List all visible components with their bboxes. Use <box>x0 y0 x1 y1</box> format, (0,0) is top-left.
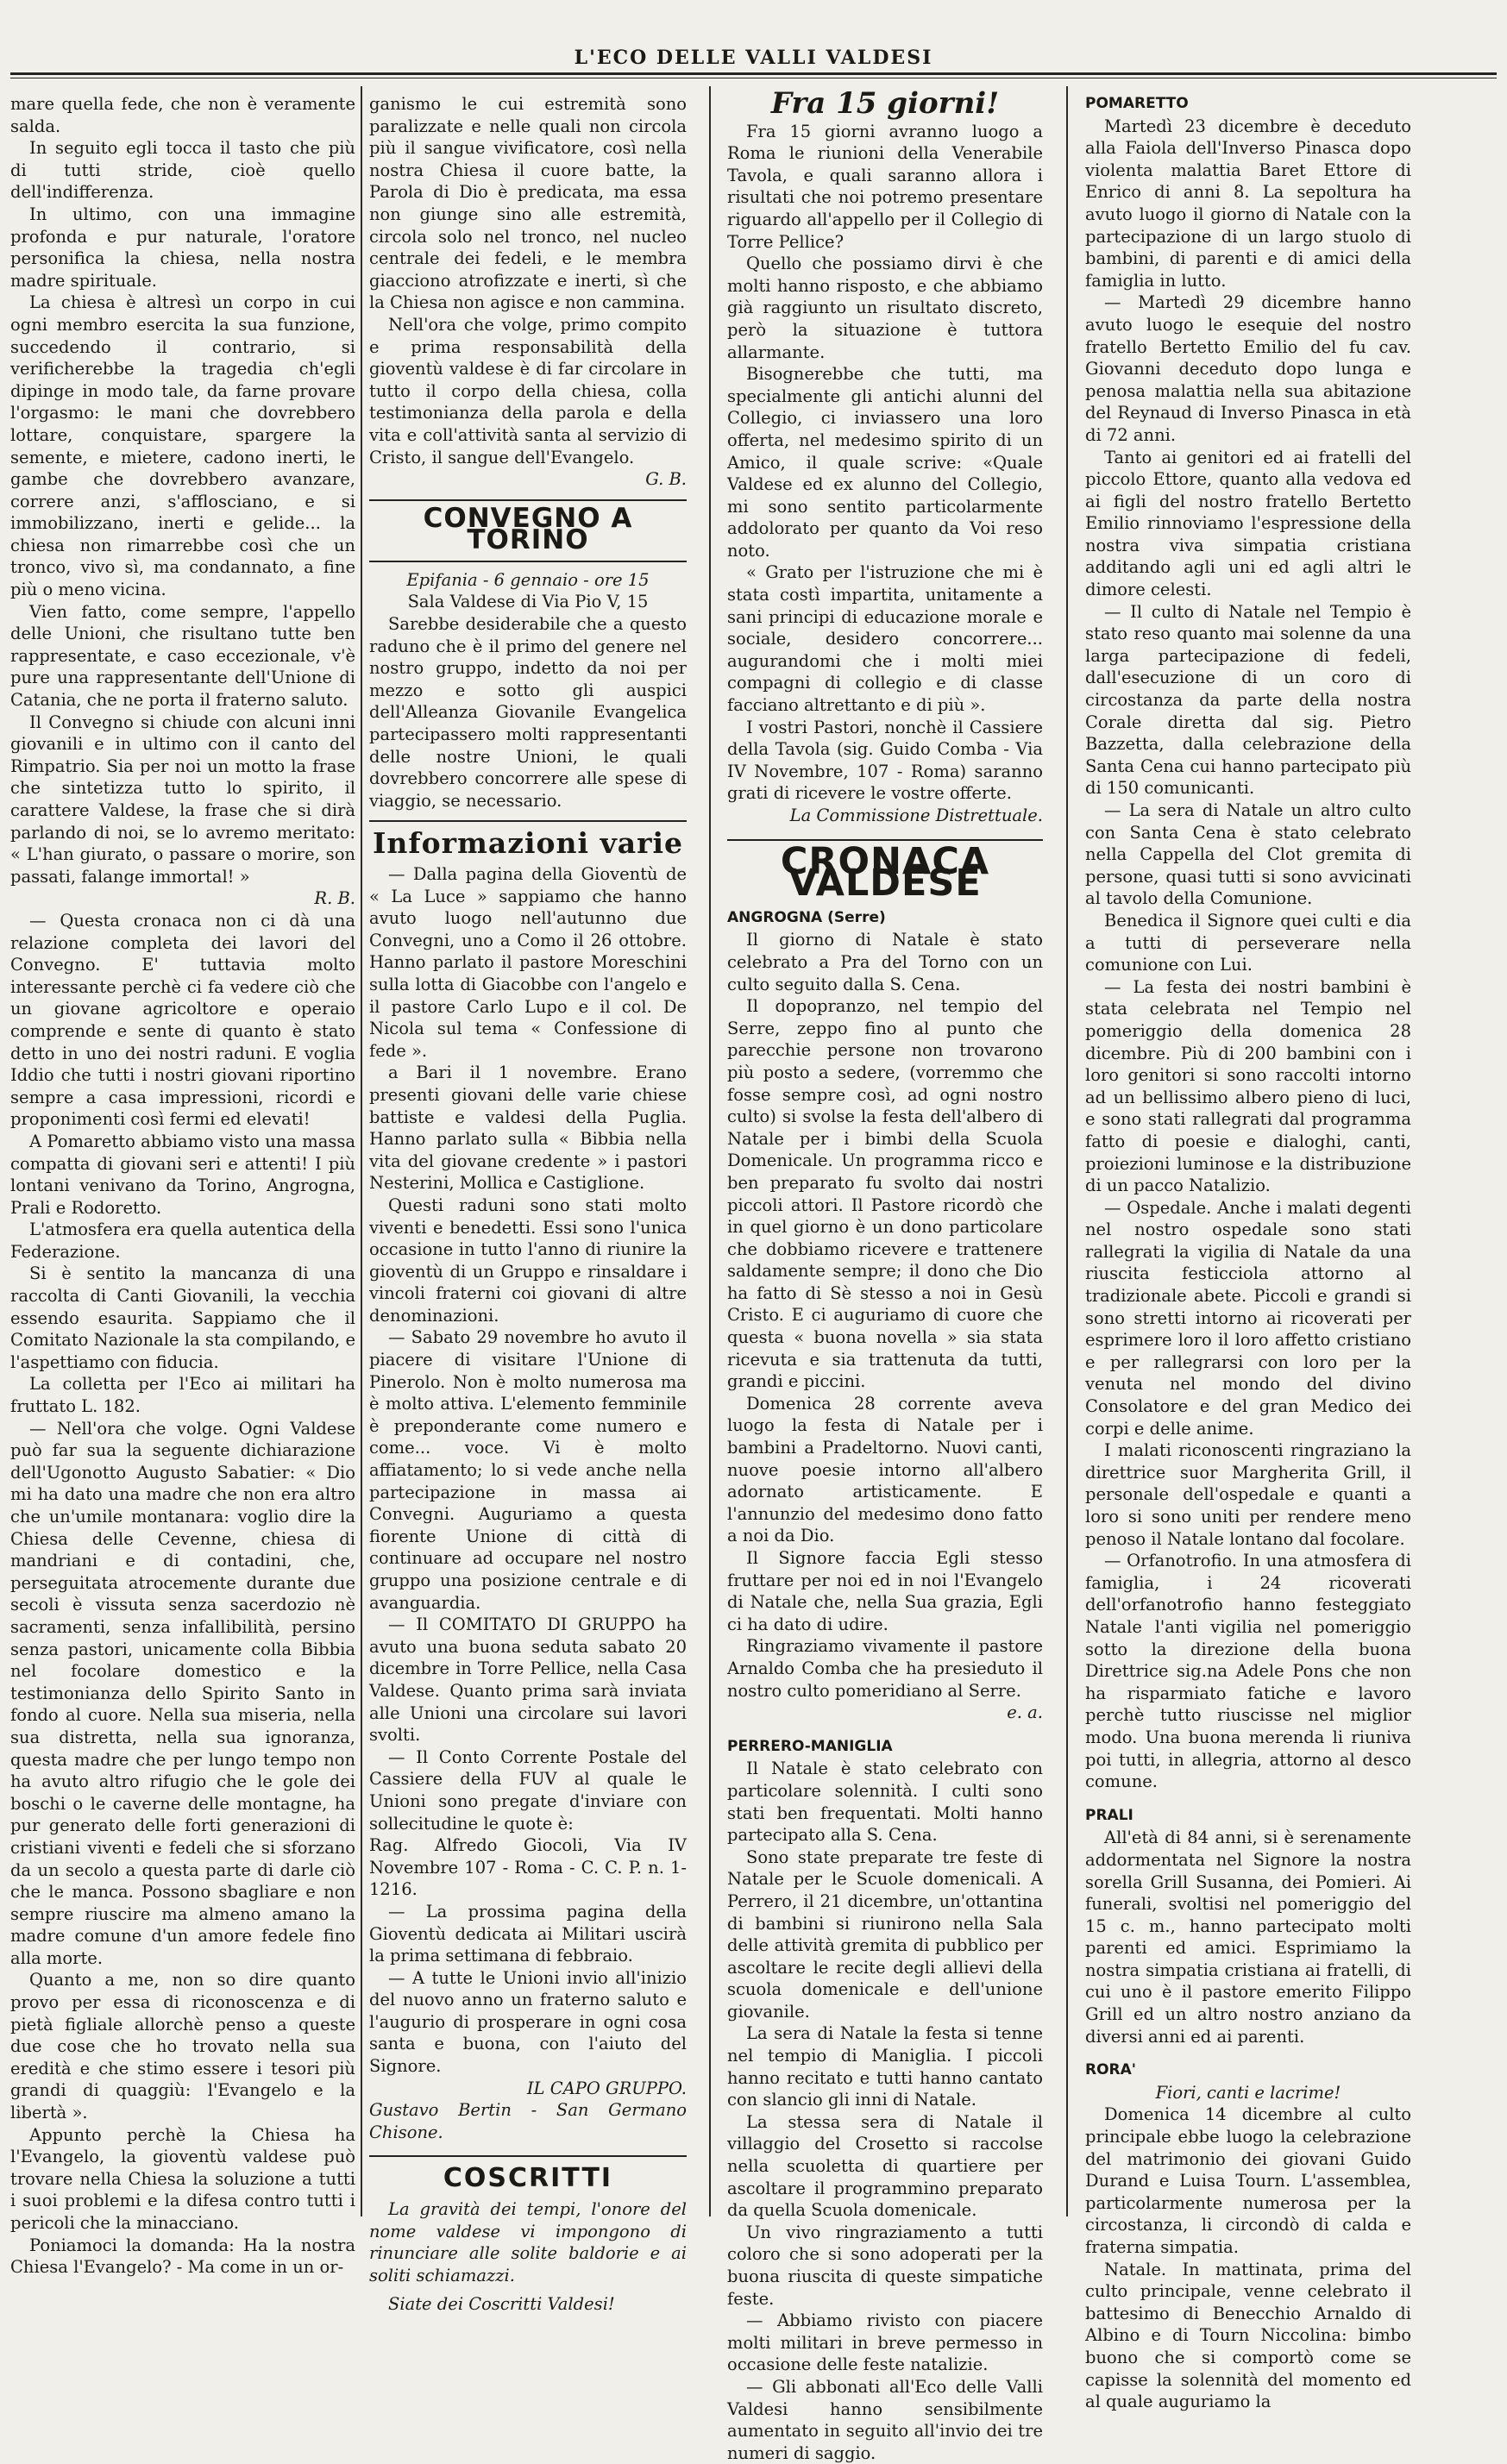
column-4 <box>1085 93 1411 2412</box>
paragraph: Questi raduni sono stati molto viventi e benedetti. Essi sono l'unica occasione in tutto l'anno di riunire la gioventù di un Gruppo e rinsaldare i vincoli fraterni coi giovani di altre denominazioni. <box>369 1194 687 1326</box>
paragraph: La gravità dei tempi, l'onore del nome valdese vi impongono di rinunciare alle solite baldorie e ai soliti schiamazzi. <box>369 2199 687 2285</box>
masthead <box>0 0 1507 83</box>
paragraph: Sono state preparate tre feste di Natale per le Scuole domenicali. A Perrero, il 21 dicembre, un'ottantina di bambini si riunirono nella Sala delle attività gremita di pubblico per ascoltare le recite degli allievi della scuola domenicale e dell'unione giovanile. <box>727 1846 1043 2022</box>
paragraph: Poniamoci la domanda: Ha la nostra Chiesa l'Evangelo? - Ma come in un or- <box>10 2235 355 2278</box>
paragraph: Domenica 14 dicembre al culto principale ebbe luogo la celebrazione del matrimonio dei giovani Guido Durand e Luisa Tourn. L'assemblea, particolarmente numerosa per la circostanza, li circondò di calda e fraterna simpatia. <box>1085 2104 1411 2257</box>
signature: La Commissione Distrettuale. <box>789 806 1043 825</box>
paragraph: Il Convegno si chiude con alcuni inni giovanili e in ultimo con il canto del Rimpatrio. Sia per noi un motto la frase che sintetizza tutto lo spirito, il carattere Valdese, la frase che si dirà parlando di noi, se lo avremo meritato: « L'han giurato, o passare o morire, son passati, falange immortal! » <box>10 712 355 887</box>
paragraph: — Nell'ora che volge. Ogni Valdese può far sua la seguente dichiarazione dell'Ugonotto Augusto Sabatier: « Dio mi ha dato una madre che non era altro che un'umile montanara: voglio dire la Chiesa delle Cevenne, chiesa di mandriani e di contadini, che, perseguitata atrocemente durante due secoli è vissuta senza sacerdozio nè sacramenti, senza infallibilità, persino senza pastori, unicamente colla Bibbia nel focolare domestico e la testimonianza dello Spirito Santo in fondo al cuore. Nella sua miseria, nella sua distretta, nella sua ignoranza, questa madre che per lungo tempo non ha avuto altro rifugio che le gole dei boschi o le caverne delle montagne, ha pur generato delle forti generazioni di cristiani viventi e fedeli che si sforzano da un secolo a questa parte di darle ciò che le manca. Possono sbagliare e non sempre riuscire ma almeno amano la madre comune d'un amore fedele fino alla morte. <box>10 1418 355 1968</box>
signature-role: IL CAPO GRUPPO. <box>526 2078 687 2098</box>
paragraph: L'atmosfera era quella autentica della Federazione. <box>10 1219 355 1262</box>
paragraph: Natale. In mattinata, prima del culto principale, venne celebrato il battesimo di Benecchio Arnaldo di Albino e di Tourn Niccolina: bimbo buono che si comportò come se capisse la solennità del momento ed al quale auguriamo la <box>1085 2259 1411 2412</box>
column-divider <box>361 86 362 2216</box>
paragraph: — Martedì 29 dicembre hanno avuto luogo le esequie del nostro fratello Bertetto Emilio del fu cav. Giovanni deceduto dopo lunga e penosa malattia nella sua abitazione del Reynaud di Inverso Pinasca in età di 72 anni. <box>1085 292 1411 445</box>
cronaca-valdese-title: CRONACA VALDESE <box>727 839 1043 895</box>
paragraph: — La prossima pagina della Gioventù dedicata ai Militari uscirà la prima settimana di febbraio. <box>369 1901 687 1966</box>
paragraph: Un vivo ringraziamento a tutti coloro che si sono adoperati per la buona riuscita di queste simpatiche feste. <box>727 2222 1043 2309</box>
paragraph: — La festa dei nostri bambini è stata celebrata nel Tempio nel pomeriggio della domenica 28 dicembre. Più di 200 bambini con i loro genitori si sono raccolti intorno ad un bellissimo albero pieno di luci, e sono stati rallegrati dal programma fatto di poesie e dialoghi, canti, proiezioni luminose e la distribuzione di un pacco Natalizio. <box>1085 976 1411 1196</box>
paragraph: La colletta per l'Eco ai militari ha fruttato L. 182. <box>10 1374 355 1417</box>
signature: e. a. <box>1007 1702 1043 1723</box>
paragraph: mare quella fede, che non è veramente salda. <box>10 94 355 136</box>
paragraph: La chiesa è altresì un corpo in cui ogni membro esercita la sua funzione, succedendo il contrario, si verificherebbe la tragedia ch'egli dipinge in modo tale, da farne provare l'orgasmo: le mani che dovrebbero lottare, conquistare, spargere la semente, e mietere, cadono inerti, le gambe che dovrebbero avanzare, correre anzi, s'afflosciano, e si immobilizzano, inerti e gelide... la chiesa non rimarrebbe così che un tronco, vivo sì, ma condannato, a fine più o meno vicina. <box>10 292 355 600</box>
place-heading: POMARETTO <box>1085 95 1189 112</box>
coscritti-title: COSCRITTI <box>369 2155 687 2190</box>
column-divider <box>709 86 711 2216</box>
paragraph: La stessa sera di Natale il villaggio del Crosetto si raccolse nella scuoletta di quartiere per ascoltare il programmino preparato da quella Scuola domenicale. <box>727 2111 1043 2221</box>
masthead-rule <box>10 72 1497 75</box>
place-heading: PRALI <box>1085 1806 1133 1824</box>
paragraph: A Pomaretto abbiamo visto una massa compatta di giovani seri e attenti! I più lontani venivano da Torino, Angrogna, Prali e Rodoretto. <box>10 1131 355 1218</box>
paragraph: — Il COMITATO DI GRUPPO ha avuto una buona seduta sabato 20 dicembre in Torre Pellice, nella Casa Valdese. Quanto prima sarà inviata alle Unioni una circolare sui lavori svolti. <box>369 1614 687 1746</box>
paragraph: Bisognerebbe che tutti, ma specialmente gli antichi alunni del Collegio, ci inviassero una loro offerta, nel medesimo spirito di un Amico, il quale scrive: «Quale Valdese ed ex alunno del Collegio, mi sono sentito particolarmente addolorato per quanto da Voi reso noto. <box>727 364 1043 561</box>
paragraph: Il Natale è stato celebrato con particolare solennità. I culti sono stati ben frequentati. Molti hanno partecipato alla S. Cena. <box>727 1759 1043 1846</box>
paragraph: — A tutte le Unioni invio all'inizio del nuovo anno un fraterno saluto e l'augurio di prosperare in ogni cosa santa e buona, con l'aiuto del Signore. <box>369 1967 687 2077</box>
paragraph: Il dopopranzo, nel tempio del Serre, zeppo fino al punto che parecchie persone non trovarono più posto a sedere, (vorremmo che fosse sempre così, ad ogni nostro culto) si svolse la festa dell'albero di Natale per i bimbi della Scuola Domenicale. Un programma ricco e ben preparato fu svolto dai nostri piccoli attori. Il Pastore ricordò che in quel giorno è un dono particolare che dobbiamo ricevere e trattenere saldamente sempre; il dono che Dio ha fatto di Sè stesso a noi in Gesù Cristo. E ci auguriamo di cuore che questa « buona novella » sia stata ricevuta e sia trattenuta da tutti, grandi e piccini. <box>727 996 1043 1392</box>
paragraph: — Dalla pagina della Gioventù de « La Luce » sappiamo che hanno avuto luogo nell'autunno due Convegni, uno a Como il 26 ottobre. Hanno parlato il pastore Moreschini sulla lotta di Giacobbe con l'angelo e il pastore Carlo Lupo e il col. De Nicola sul tema « Confessione di fede ». <box>369 864 687 1061</box>
paragraph: I malati riconoscenti ringraziano la direttrice suor Margherita Grill, il personale dell'ospedale e quanti a loro si sono uniti per rendere meno penoso il Natale lontano dal focolare. <box>1085 1440 1411 1549</box>
paragraph: Domenica 28 corrente aveva luogo la festa di Natale per i bambini a Pradeltorno. Nuovi canti, nuove poesie intorno all'albero adornato artisticamente. E l'annunzio del medesimo dono fatto a noi da Dio. <box>727 1393 1043 1546</box>
paragraph: — Orfanotrofio. In una atmosfera di famiglia, i 24 ricoverati dell'orfanotrofio hanno festeggiato Natale l'anti vigilia nel pomeriggio sotto la direzione della buona Direttrice sig.na Adele Pons che non ha risparmiato fatiche e lavoro perchè tutto riuscisse nel miglior modo. Una buona merenda li riuniva poi tutti, in allegria, attorno al desco comune. <box>1085 1551 1411 1792</box>
paragraph: Il Signore faccia Egli stesso fruttare per noi ed in noi l'Evangelo di Natale che, nella Sua grazia, Egli ci ha dato di udire. <box>727 1548 1043 1634</box>
convegno-date: Epifania - 6 gennaio - ore 15 <box>406 569 650 590</box>
signature-name: Gustavo Bertin - San Germano Chisone. <box>369 2100 687 2142</box>
paragraph: I vostri Pastori, nonchè il Cassiere della Tavola (sig. Guido Comba - Via IV Novembre, 107 - Roma) saranno grati di ricevere le vostre offerte. <box>727 717 1043 804</box>
column-1 <box>10 93 355 2278</box>
paragraph: Fra 15 giorni avranno luogo a Roma le riunioni della Venerabile Tavola, e quali saranno allora i risultati che noi potremo presentare riguardo all'appello per il Collegio di Torre Pellice? <box>727 121 1043 252</box>
paragraph: Nell'ora che volge, primo compito e prima responsabilità della gioventù valdese è di far circolare in tutto il corpo della chiesa, colla testimonianza della parola e della vita e coll'attività santa al servizio di Cristo, il sangue dell'Evangelo. <box>369 314 687 467</box>
paragraph: La sera di Natale la festa si tenne nel tempio di Maniglia. I piccoli hanno recitato e tutti hanno cantato con slancio gli inni di Natale. <box>727 2023 1043 2110</box>
newspaper-title: L'ECO DELLE VALLI VALDESI <box>574 47 933 69</box>
paragraph: — Il Conto Corrente Postale del Cassiere della FUV al quale le Unioni sono pregate d'inviare con sollecitudine le quote è: <box>369 1746 687 1834</box>
column-divider <box>1066 86 1068 2216</box>
paragraph: — Il culto di Natale nel Tempio è stato reso quanto mai solenne da una larga partecipazione di fedeli, dall'esecuzione di un coro di circostanza da parte della nostra Corale diretta dal sig. Pietro Bazzetta, dalla celebrazione della Santa Cena cui hanno partecipato più di 150 comunicanti. <box>1085 601 1411 799</box>
signature: G. B. <box>645 469 687 490</box>
convegno-title: CONVEGNO A TORINO <box>423 502 633 556</box>
paragraph: Quanto a me, non so dire quanto provo per essa di riconoscenza e di pietà figliale allorchè penso a queste due cose che ho trovato nella sua eredità e che stimo essere i tesori più grandi di quaggiù: l'Evangelo e la libertà ». <box>10 1970 355 2123</box>
paragraph: Ringraziamo vivamente il pastore Arnaldo Comba che ha presieduto il nostro culto pomeridiano al Serre. <box>727 1636 1043 1701</box>
paragraph: — La sera di Natale un altro culto con Santa Cena è stato celebrato nella Cappella del Clot gremita di persone, quasi tutti si sono avvicinati al tavolo della Comunione. <box>1085 800 1411 909</box>
signature: R. B. <box>314 888 355 909</box>
paragraph: — Questa cronaca non ci dà una relazione completa dei lavori del Convegno. E' tuttavia molto interessante perchè ci fa vedere ciò che un giovane agricoltore e operaio comprende e sente di quanto è stato detto in uno dei nostri raduni. E voglia Iddio che tutti i nostri giovani riportino sempre a casa impressioni, ricordi e proponimenti così fermi ed elevati! <box>10 910 355 1130</box>
place-heading: ANGROGNA (Serre) <box>727 908 886 926</box>
fra-15-giorni-title: Fra 15 giorni! <box>770 86 1000 121</box>
paragraph: — Abbiamo rivisto con piacere molti militari in breve permesso in occasione delle feste natalizie. <box>727 2310 1043 2375</box>
section-rule <box>369 820 687 822</box>
place-heading: RORA' <box>1085 2061 1136 2079</box>
paragraph: Quello che possiamo dirvi è che molti hanno risposto, e che abbiamo già raggiunto un risultato discreto, però la situazione è tuttora allarmante. <box>727 254 1043 362</box>
paragraph: Il giorno di Natale è stato celebrato a Pra del Torno con un culto seguito dalla S. Cena. <box>727 930 1043 994</box>
paragraph: Rag. Alfredo Giocoli, Via IV Novembre 107 - Roma - C. C. P. n. 1-1216. <box>369 1835 687 1900</box>
paragraph: Vien fatto, come sempre, l'appello delle Unioni, che risultano tutte ben rappresentate, e caso eccezionale, v'è pure una rappresentante dell'Unione di Catania, che ne porta il fraterno saluto. <box>10 601 355 711</box>
paragraph: Martedì 23 dicembre è deceduto alla Faiola dell'Inverso Pinasca dopo violenta malattia Baret Ettore di Enrico di anni 8. La sepoltura ha avuto luogo il giorno di Natale con la partecipazione di un largo stuolo di bambini, di parenti e di amici della famiglia in lutto. <box>1085 116 1411 291</box>
paragraph: ganismo le cui estremità sono paralizzate e nelle quali non circola più il sangue vivificatore, così nella nostra Chiesa il cuore batte, la Parola di Dio è predicata, ma essa non giunge sino alle estremità, circola solo nel tronco, nel nucleo centrale dei fedeli, e le membra giacciono atrofizzate e inerti, sì che la Chiesa non agisce e non cammina. <box>369 94 687 313</box>
coscritti-closing: Siate dei Coscritti Valdesi! <box>388 2294 615 2315</box>
paragraph: Si è sentito la mancanza di una raccolta di Canti Giovanili, la vecchia essendo esaurita. Sappiamo che il Comitato Nazionale la sta compilando, e l'aspettiamo con fiducia. <box>10 1263 355 1372</box>
paragraph: Benedica il Signore quei culti e dia a tutti di perseverare nella comunione con Lui. <box>1085 910 1411 975</box>
paragraph: — Ospedale. Anche i malati degenti nel nostro ospedale sono stati rallegrati la vigilia di Natale da una riuscita festicciola attorno al tradizionale abete. Piccoli e grandi si sono stretti intorno ai ricoverati per esprimere loro il loro affetto cristiano e per rallegrarsi con loro per la venuta nel mondo del divino Consolatore e del gran Medico dei corpi e delle anime. <box>1085 1197 1411 1439</box>
section-subtitle: Fiori, canti e lacrime! <box>1155 2082 1341 2103</box>
convegno-place: Sala Valdese di Via Pio V, 15 <box>407 592 649 612</box>
paragraph: Tanto ai genitori ed ai fratelli del piccolo Ettore, quanto alla vedova ed ai figli del nostro fratello Bertetto Emilio rinnoviamo l'espressione della nostra viva simpatia cristiana additando agli uni ed agli altri le dimore celesti. <box>1085 447 1411 600</box>
paragraph: In seguito egli tocca il tasto che più di tutti stride, cioè quello dell'indifferenza. <box>10 138 355 203</box>
paragraph: a Bari il 1 novembre. Erano presenti giovani delle varie chiese battiste e valdesi della Puglia. Hanno parlato sulla « Bibbia nella vita del giovane credente » i pastori Nesterini, Mollica e Castiglione. <box>369 1063 687 1194</box>
informazioni-title: Informazioni varie <box>372 826 684 861</box>
paragraph: — Sabato 29 novembre ho avuto il piacere di visitare l'Unione di Pinerolo. Non è molto numerosa ma è molto attiva. L'elemento femminile è preponderante come numero e come... voce. Vi è molto affiatamento; lo si vede anche nella partecipazione in massa ai Convegni. Auguriamo a questa fiorente Unione di città di continuare ad occupare nel nostro gruppo una posizione centrale e di avanguardia. <box>369 1327 687 1613</box>
paragraph: Sarebbe desiderabile che a questo raduno che è il primo del genere nel nostro gruppo, indetto da noi per mezzo e sotto gli auspici dell'Alleanza Giovanile Evangelica partecipassero molti rappresentanti delle nostre Unioni, le quali dovrebbero concorrere alle spese di viaggio, se necessario. <box>369 614 687 811</box>
paragraph: — Gli abbonati all'Eco delle Valli Valdesi hanno sensibilmente aumentato in seguito all'invio dei tre numeri di saggio. <box>727 2376 1043 2463</box>
paragraph: In ultimo, con una immagine profonda e pur naturale, l'oratore personifica la chiesa, nella nostra madre spirituale. <box>10 204 355 291</box>
paragraph: « Grato per l'istruzione che mi è stata costì impartita, unitamente a sani principi di educazione morale e sociale, desidero concorrere... augurandomi che i molti miei compagni di collegio e di classe facciano altrettanto e di più ». <box>727 562 1043 716</box>
convegno-header-box <box>369 499 687 562</box>
column-2 <box>369 93 687 2315</box>
paragraph: Appunto perchè la Chiesa ha l'Evangelo, la gioventù valdese può trovare nella Chiesa la soluzione a tutti i suoi problemi e la difesa contro tutti i pericoli che la minacciano. <box>10 2124 355 2233</box>
place-heading: PERRERO-MANIGLIA <box>727 1737 893 1755</box>
column-3 <box>727 86 1043 2463</box>
paragraph: All'età di 84 anni, si è serenamente addormentata nel Signore la nostra sorella Grill Susanna, dei Pomieri. Ai funerali, svoltisi nel pomeriggio del 15 c. m., hanno partecipato molti parenti ed amici. Esprimiamo la nostra simpatia cristiana ai fratelli, di cui uno è il pastore emerito Filippo Grill ed un altro nostro anziano da diversi anni ed ai parenti. <box>1085 1828 1411 2047</box>
